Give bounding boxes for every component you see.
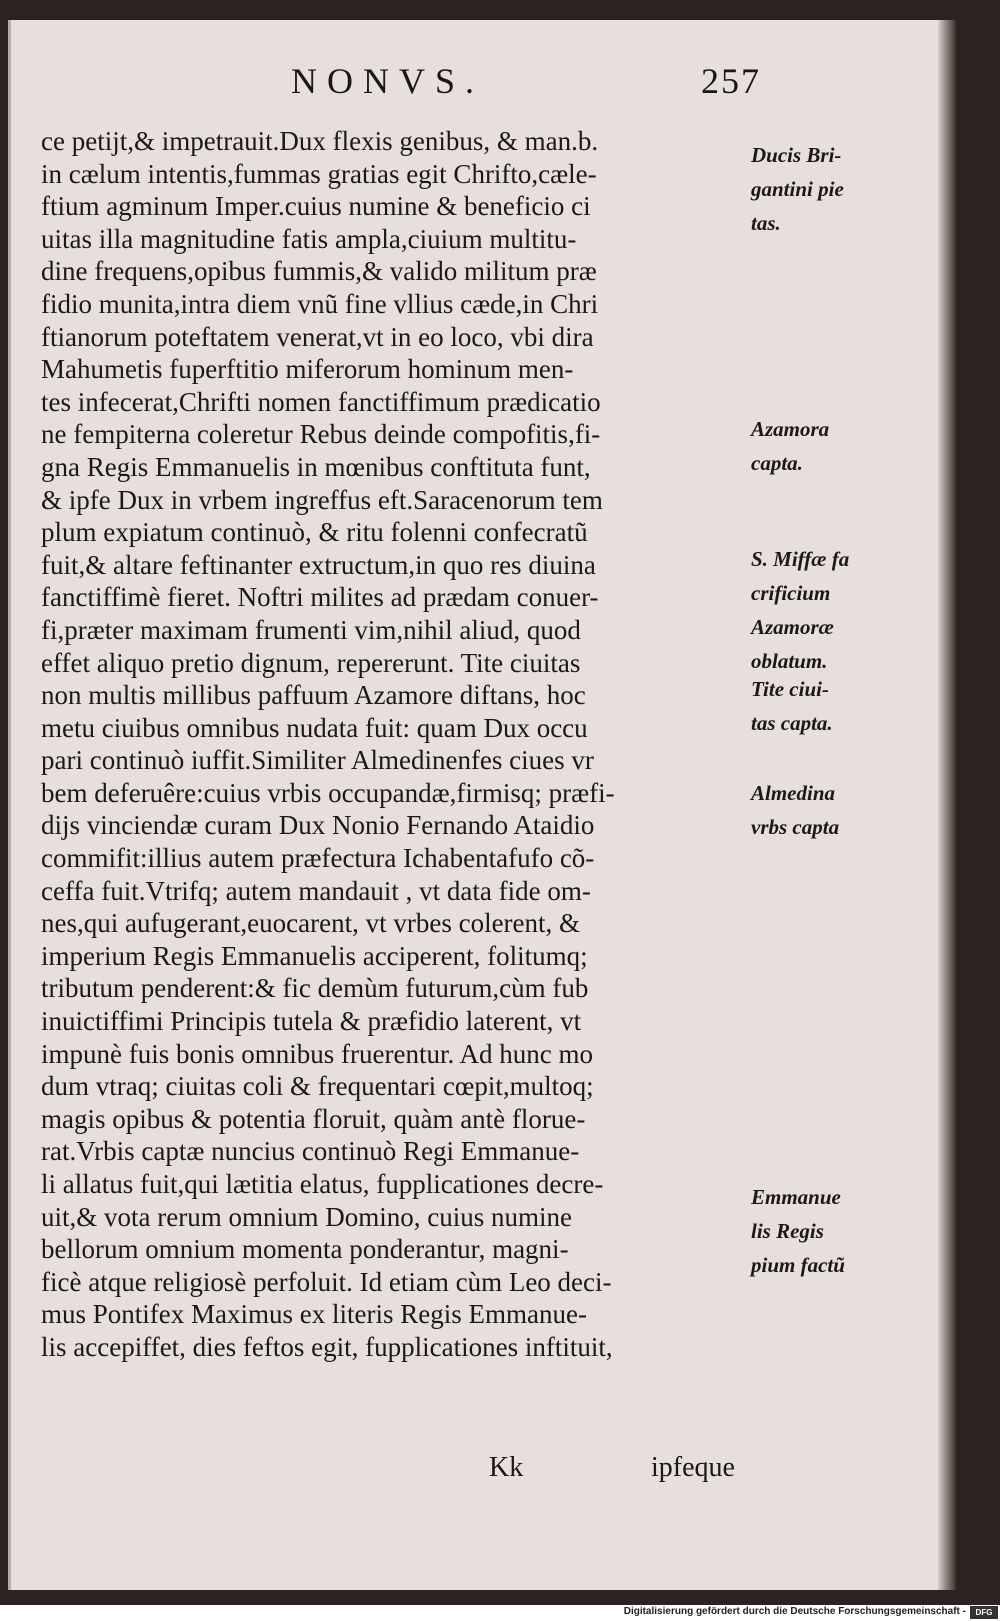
marginal-note-line: crificium (751, 581, 831, 605)
text-line: impunè fuis bonis omnibus fruerentur. Ad hunc mo (41, 1038, 593, 1069)
text-line: fuit,& altare feftinanter extructum,in quo res diuina (41, 549, 596, 580)
marginal-note (751, 542, 941, 678)
marginal-note-line: lis Regis (751, 1219, 824, 1243)
marginal-note-line: gantini pie (751, 177, 844, 201)
text-line: uitas illa magnitudine fatis ampla,ciuium multitu- (41, 223, 577, 254)
funding-credit: Digitalisierung gefördert durch die Deutsche Forschungsgemeinschaft - (623, 1606, 966, 1617)
marginal-note-line: oblatum. (751, 649, 828, 673)
marginal-note-line: Azamoræ (751, 615, 834, 639)
marginal-note-line: Emmanue (751, 1185, 841, 1209)
text-line: magis opibus & potentia floruit, quàm antè floruе- (41, 1103, 586, 1134)
text-line: & ipfe Dux in vrbem ingreffus eft.Saracenorum tem (41, 484, 603, 515)
text-line: bellorum omnium momenta ponderantur, magni- (41, 1234, 569, 1265)
marginal-note-line: tas. (751, 211, 781, 235)
text-line: ficè atque religiosè perfoluit. Id etiam cùm Leo deci- (41, 1266, 612, 1297)
marginal-note-line: capta. (751, 451, 803, 475)
marginal-note-line: Azamora (751, 417, 830, 441)
running-title: NONVS. (291, 61, 485, 101)
text-line: gna Regis Emmanuelis in mœnibus conftituta funt, (41, 451, 591, 482)
marginal-note-line: tas capta. (751, 711, 833, 735)
signature-mark: Kk (489, 1452, 524, 1483)
marginal-note-line: Ducis Bri- (751, 143, 842, 167)
text-line: ftium agminum Imper.cuius numine & beneficio ci (41, 191, 591, 222)
text-line: tributum penderent:& fic demùm futurum,cùm fub (41, 973, 589, 1004)
running-head (281, 60, 761, 106)
dfg-logo: DFG (970, 1606, 998, 1619)
text-line: in cælum intentis,fummas gratias egit Chrifto,cæle- (41, 158, 597, 189)
text-line: ceffa fuit.Vtrifq; autem mandauit , vt data fide om- (41, 875, 591, 906)
text-line: fidio munita,intra diem vnũ fine vllius cæde,in Chri (41, 288, 599, 319)
text-line: metu ciuibus omnibus nudata fuit: quam Dux occu (41, 712, 588, 743)
text-line: uit,& vota rerum omnium Domino, cuius numine (41, 1201, 572, 1232)
text-line: pari continuò iuffit.Similiter Almedinenfes ciues vr (41, 745, 594, 776)
page-number: 257 (701, 61, 761, 101)
book-page (8, 20, 956, 1590)
text-line: rat.Vrbis captæ nuncius continuò Regi Emmanue- (41, 1136, 580, 1167)
marginal-note (751, 138, 941, 240)
text-line: imperium Regis Emmanuelis acciperent, folitumq; (41, 940, 588, 971)
text-line: ftianorum poteftatem venerat,vt in eo loco, vbi dira (41, 321, 594, 352)
text-line: nes,qui aufugerant,euocarent, vt vrbes colerent, & (41, 908, 581, 939)
text-line: fanctiffimè fieret. Noftri milites ad prædam conuer- (41, 582, 599, 613)
text-line: inuictiffimi Principis tutela & præfidio laterent, vt (41, 1006, 582, 1037)
text-line: commifit:illius autem præfectura Ichabentafufo cõ- (41, 843, 595, 874)
marginal-note (751, 672, 941, 740)
text-line: dine frequens,opibus fummis,& valido militum præ (41, 256, 597, 287)
marginal-note-line: vrbs capta (751, 815, 840, 839)
text-line: ne fempiterna coleretur Rebus deinde compofitis,fi- (41, 419, 601, 450)
marginal-note (751, 1180, 941, 1282)
marginal-note-line: pium factũ (751, 1253, 845, 1277)
text-line: plum expiatum continuò, & ritu folenni confecratũ (41, 517, 588, 548)
catchword: ipfeque (651, 1452, 735, 1483)
text-line: effet aliquo pretio dignum, repererunt. Tite ciuitas (41, 647, 581, 678)
digitization-footer (0, 1605, 1000, 1621)
text-line: ce petijt,& impetrauit.Dux flexis genibus, & man.b. (41, 126, 599, 156)
text-line: Mahumetis fuperftitio miferorum hominum men- (41, 354, 574, 385)
text-line: dijs vinciendæ curam Dux Nonio Fernando Ataidio (41, 810, 595, 841)
text-line: mus Pontifex Maximus ex literis Regis Emmanue- (41, 1299, 587, 1330)
text-line: li allatus fuit,qui lætitia elatus, fupplicationes decre- (41, 1169, 604, 1199)
marginal-note-line: Tite ciui- (751, 677, 829, 701)
marginal-note (751, 776, 941, 844)
text-line: fi,præter maximam frumenti vim,nihil aliud, quod (41, 614, 581, 645)
text-line: tes infecerat,Chrifti nomen fanctiffimum prædicatio (41, 386, 601, 417)
text-line: non multis millibus paffuum Azamore diftans, hoc (41, 680, 586, 711)
marginal-note-line: S. Miffæ fa (751, 547, 850, 571)
main-text-block (41, 125, 753, 1364)
text-line: lis accepiffet, dies feftos egit, fupplicationes inftituit, (41, 1331, 613, 1362)
text-line: dum vtraq; ciuitas coli & frequentari cœpit,multoq; (41, 1071, 594, 1102)
marginal-note (751, 412, 941, 480)
marginal-note-line: Almedina (751, 781, 836, 805)
text-line: bem deferuêre:cuius vrbis occupandæ,firmisq; præfi- (41, 777, 615, 808)
